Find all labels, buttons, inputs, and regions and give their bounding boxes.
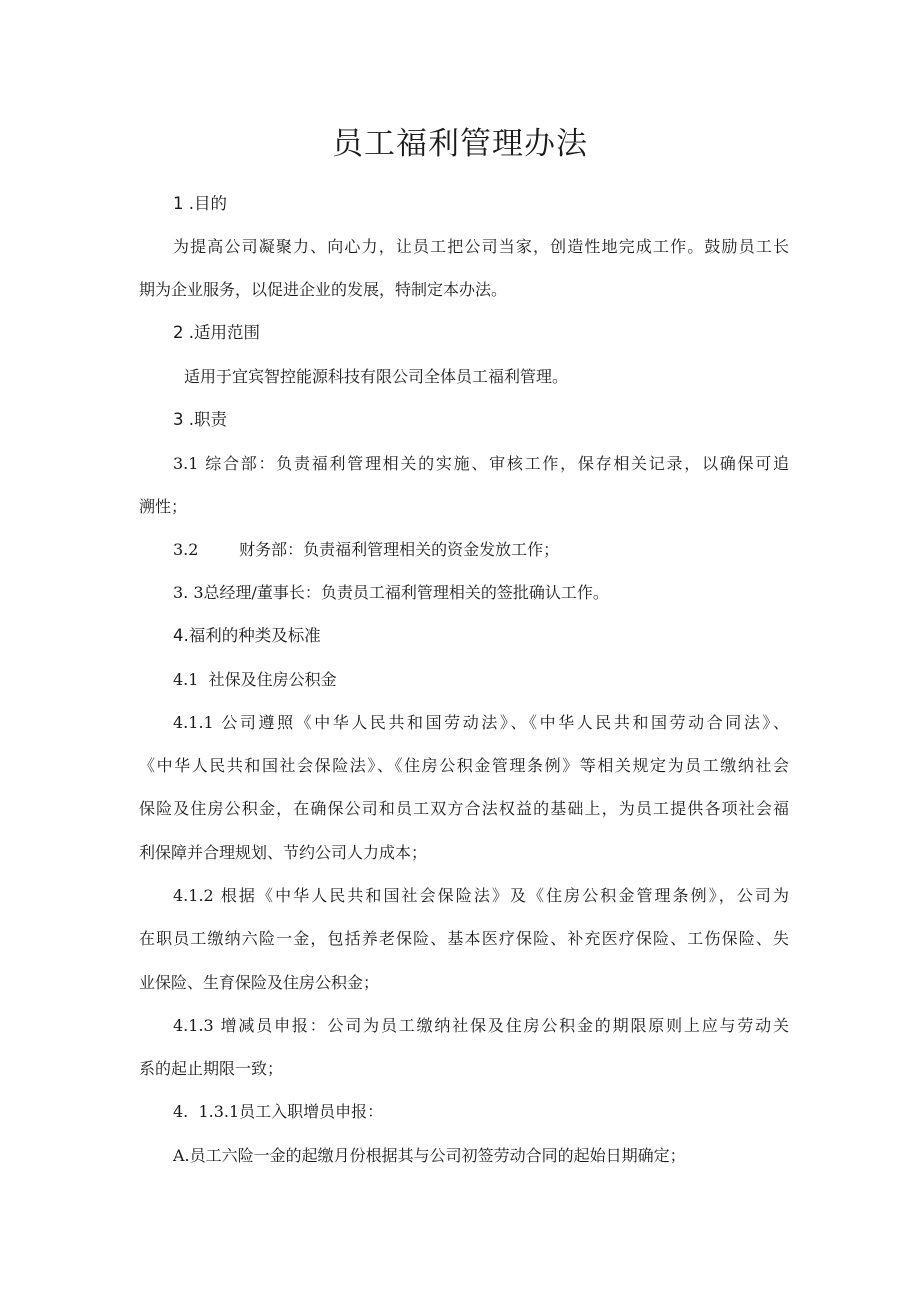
clause-4-1-2-line-2: 在职员工缴纳六险一金，包括养老保险、基本医疗保险、补充医疗保险、工伤保险、失 xyxy=(139,929,789,948)
paragraph-scope: 适用于宜宾智控能源科技有限公司全体员工福利管理。 xyxy=(184,367,569,386)
clause-4-1-1-line-3: 保险及住房公积金，在确保公司和员工双方合法权益的基础上，为员工提供各项社会福 xyxy=(139,799,789,818)
clause-4-1-3-line-2: 系的起止期限一致； xyxy=(139,1059,284,1078)
section-heading-scope: 2 .适用范围 xyxy=(173,323,260,342)
paragraph-purpose-line-2: 期为企业服务，以促进企业的发展，特制定本办法。 xyxy=(139,280,508,299)
clause-4-1: 4.1 社保及住房公积金 xyxy=(173,670,337,689)
clause-3-1-line-2: 溯性； xyxy=(139,497,188,516)
clause-4-1-2-line-3: 业保险、生育保险及住房公积金； xyxy=(139,973,380,992)
page-title: 员工福利管理办法 xyxy=(332,126,588,162)
clause-4-1-1-line-2: 《中华人民共和国社会保险法》、《住房公积金管理条例》等相关规定为员工缴纳社会 xyxy=(139,756,789,775)
clause-3-1-line-1: 3.1 综合部：负责福利管理相关的实施、审核工作，保存相关记录，以确保可追 xyxy=(173,454,789,473)
clause-4-1-3-1-a: A.员工六险一金的起缴月份根据其与公司初签劳动合同的起始日期确定； xyxy=(173,1146,686,1165)
clause-4-1-1-line-1: 4.1.1 公司遵照《中华人民共和国劳动法》、《中华人民共和国劳动合同法》、 xyxy=(173,713,789,732)
section-heading-purpose: 1 .目的 xyxy=(173,194,227,213)
paragraph-purpose-line-1: 为提高公司凝聚力、向心力，让员工把公司当家，创造性地完成工作。鼓励员工长 xyxy=(173,237,789,256)
clause-4-1-3-line-1: 4.1.3 增减员申报：公司为员工缴纳社保及住房公积金的期限原则上应与劳动关 xyxy=(173,1016,789,1035)
clause-3-2: 3.2 财务部：负责福利管理相关的资金发放工作； xyxy=(173,540,560,559)
clause-4-1-2-line-1: 4.1.2 根据《中华人民共和国社会保险法》及《住房公积金管理条例》，公司为 xyxy=(173,886,789,905)
clause-4-1-3-1: 4. 1.3.1员工入职增员申报： xyxy=(173,1102,384,1121)
clause-3-3: 3. 3总经理/董事长：负责员工福利管理相关的签批确认工作。 xyxy=(173,583,609,602)
section-heading-benefit-types: 4.福利的种类及标准 xyxy=(173,626,321,645)
clause-4-1-1-line-4: 利保障并合理规划、节约公司人力成本； xyxy=(139,843,428,862)
section-heading-responsibilities: 3 .职责 xyxy=(173,410,227,429)
